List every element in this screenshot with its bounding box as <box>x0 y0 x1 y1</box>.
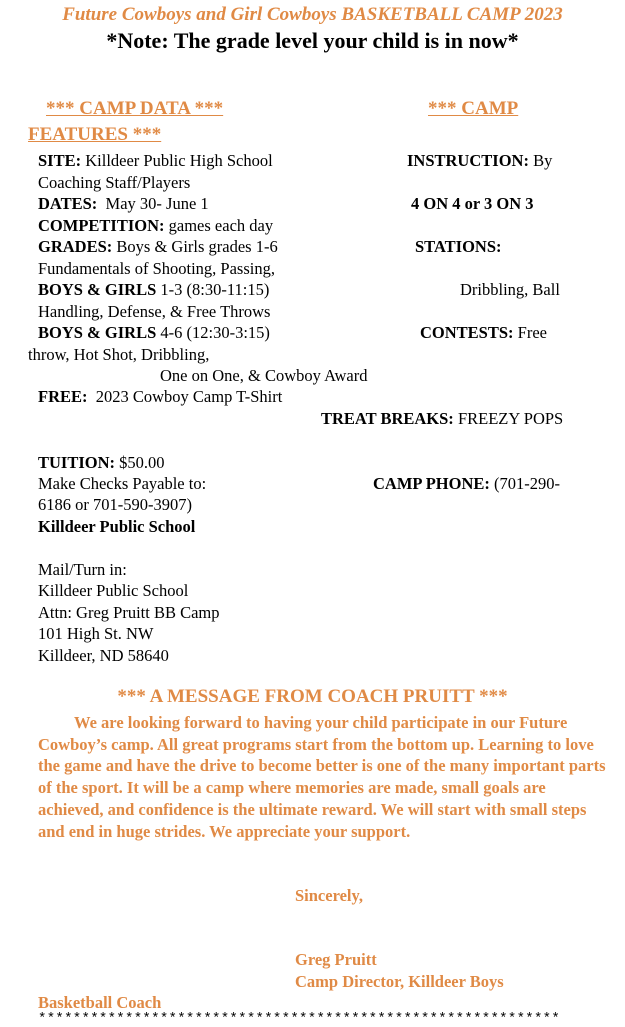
mail-line-5: Killdeer, ND 58640 <box>38 646 169 665</box>
phone-cont-line: 6186 or 701-590-3907) <box>38 495 192 514</box>
competition-value: games each day <box>168 216 274 235</box>
grades-value: Boys & Girls grades 1-6 <box>116 237 278 256</box>
format-line: 4 ON 4 or 3 ON 3 <box>411 194 534 213</box>
free-value: 2023 Cowboy Camp T-Shirt <box>95 387 283 406</box>
phone-value: (701-290- <box>494 474 560 493</box>
mail-line-1: Mail/Turn in: <box>38 560 127 579</box>
grades-line-2: Fundamentals of Shooting, Passing, <box>38 259 275 278</box>
site-line-2: Coaching Staff/Players <box>38 173 191 192</box>
site-line <box>38 151 273 171</box>
competition-label: COMPETITION: <box>38 216 165 235</box>
dates-label: DATES: <box>38 194 98 213</box>
boys-girls-2-label: BOYS & GIRLS <box>38 323 157 342</box>
grade-note: *Note: The grade level your child is in now* <box>106 28 519 53</box>
message-heading: *** A MESSAGE FROM COACH PRUITT *** <box>117 686 508 707</box>
grades-line <box>38 237 278 257</box>
boys-girls-2-line <box>38 323 270 343</box>
competition-line <box>38 216 273 236</box>
treat-value: FREEZY POPS <box>457 409 564 428</box>
closing: Sincerely, <box>295 886 363 905</box>
dates-line <box>38 194 209 214</box>
treat-label: TREAT BREAKS: <box>321 409 454 428</box>
stations-label: STATIONS: <box>415 237 502 256</box>
free-label: FREE: <box>38 387 88 406</box>
dates-value: May 30- June 1 <box>105 194 209 213</box>
phone-label: CAMP PHONE: <box>373 474 490 493</box>
instruction-value: By <box>533 151 553 170</box>
contests-cont-2: One on One, & Cowboy Award <box>160 366 368 385</box>
site-label: SITE: <box>38 151 82 170</box>
instruction-line <box>407 151 552 171</box>
instruction-label: INSTRUCTION: <box>407 151 529 170</box>
camp-data-heading: *** CAMP DATA *** <box>46 98 224 119</box>
boys-girls-1-value: 1-3 (8:30-11:15) <box>160 280 270 299</box>
payee-line: Killdeer Public School <box>38 517 196 536</box>
treat-breaks-line <box>321 409 563 429</box>
signer-title: Camp Director, Killdeer Boys <box>295 972 504 991</box>
camp-features-heading: *** CAMP <box>428 98 519 119</box>
free-line <box>38 387 282 407</box>
contests-label: CONTESTS: <box>420 323 514 342</box>
signer-title-cont: Basketball Coach <box>38 993 162 1012</box>
footer-divider: ************************************************************ <box>38 1011 561 1027</box>
boys-girls-1-line <box>38 280 269 300</box>
tuition-line <box>38 453 165 473</box>
features-heading-cont: FEATURES *** <box>28 124 162 145</box>
message-body: We are looking forward to having your child participate in our Future Cowboy’s camp. All great programs start from the bottom up. Learning to love the game and have the drive to become better is one of the many important parts of the sport. It will be a camp where memories are made, small goals are achieved, and confidence is the ultimate reward. We will start with small steps and end in huge strides. We appreciate your support. <box>38 713 606 841</box>
camp-title: Future Cowboys and Girl Cowboys BASKETBALL CAMP 2023 <box>62 4 563 25</box>
boys-girls-1-line-2: Handling, Defense, & Free Throws <box>38 302 271 321</box>
tuition-label: TUITION: <box>38 453 116 472</box>
camp-phone-line <box>373 474 560 494</box>
mail-line-3: Attn: Greg Pruitt BB Camp <box>38 603 220 622</box>
stations-value: Dribbling, Ball <box>460 280 560 299</box>
tuition-value: $50.00 <box>119 453 165 472</box>
boys-girls-2-value: 4-6 (12:30-3:15) <box>160 323 270 342</box>
contests-value: Free <box>517 323 547 342</box>
mail-line-4: 101 High St. NW <box>38 624 154 643</box>
boys-girls-1-label: BOYS & GIRLS <box>38 280 157 299</box>
grades-label: GRADES: <box>38 237 113 256</box>
contests-line <box>420 323 547 343</box>
site-value: Killdeer Public High School <box>85 151 273 170</box>
checks-line: Make Checks Payable to: <box>38 474 207 493</box>
signer-name: Greg Pruitt <box>295 950 377 969</box>
contests-cont-1: throw, Hot Shot, Dribbling, <box>28 345 210 364</box>
mail-line-2: Killdeer Public School <box>38 581 189 600</box>
